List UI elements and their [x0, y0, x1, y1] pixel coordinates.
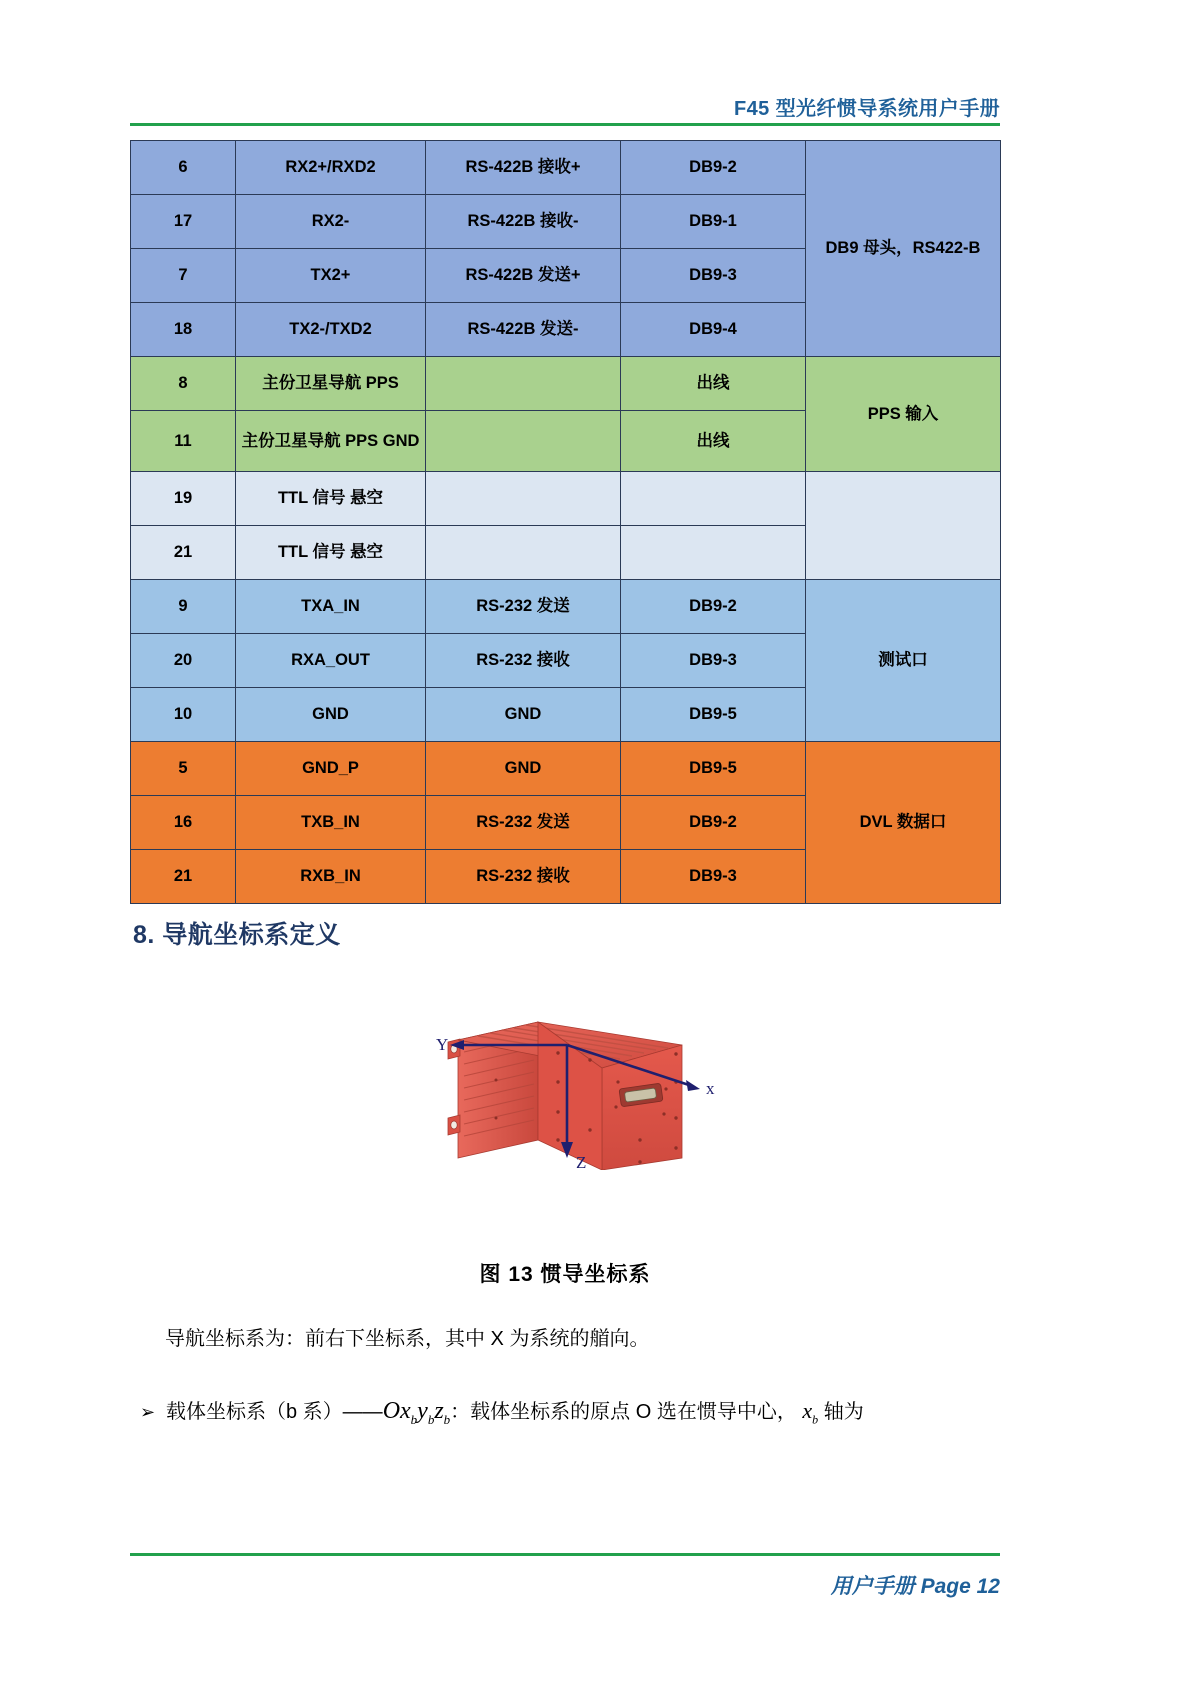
cell-signal: RXA_OUT: [236, 634, 426, 688]
cell-db9: DB9-3: [621, 249, 806, 303]
math-y-base: y: [417, 1398, 428, 1424]
math-xb: [802, 1398, 819, 1427]
cell-pin: 11: [131, 411, 236, 472]
bullet-arrow-icon: ➢: [140, 1402, 156, 1422]
cell-description: RS-232 接收: [426, 850, 621, 904]
cell-db9: DB9-3: [621, 850, 806, 904]
paragraph-nav-frame: 导航坐标系为：前右下坐标系，其中 X 为系统的艏向。: [165, 1328, 650, 1350]
cell-pin: 16: [131, 796, 236, 850]
cell-pin: 10: [131, 688, 236, 742]
table-row: [131, 357, 1001, 411]
cell-description: RS-422B 接收-: [426, 195, 621, 249]
section-heading: 8. 导航坐标系定义: [133, 921, 341, 949]
cell-signal: TXB_IN: [236, 796, 426, 850]
table-row: [131, 141, 1001, 195]
cell-db9: [621, 526, 806, 580]
cell-description: GND: [426, 742, 621, 796]
math-z-base: z: [434, 1398, 444, 1424]
cell-db9: 出线: [621, 411, 806, 472]
cell-description: RS-422B 发送-: [426, 303, 621, 357]
cell-description: RS-232 接收: [426, 634, 621, 688]
math-ox-base: Ox: [382, 1398, 411, 1424]
cell-signal: TX2+: [236, 249, 426, 303]
cell-group: 测试口: [806, 580, 1001, 742]
cell-signal: 主份卫星导航 PPS GND: [236, 411, 426, 472]
cell-db9: 出线: [621, 357, 806, 411]
table-body: [131, 141, 1001, 904]
axis-label-z: Z: [576, 1153, 587, 1170]
page-header: [130, 92, 1000, 121]
cell-description: [426, 472, 621, 526]
cell-db9: DB9-2: [621, 580, 806, 634]
cell-pin: 7: [131, 249, 236, 303]
cell-pin: 20: [131, 634, 236, 688]
cell-description: [426, 357, 621, 411]
cell-db9: DB9-2: [621, 796, 806, 850]
cell-description: RS-422B 接收+: [426, 141, 621, 195]
cell-db9: DB9-1: [621, 195, 806, 249]
cell-signal: TXA_IN: [236, 580, 426, 634]
cell-db9: DB9-4: [621, 303, 806, 357]
cell-signal: RXB_IN: [236, 850, 426, 904]
figure-caption: 图 13 惯导坐标系: [479, 1263, 651, 1286]
cell-description: GND: [426, 688, 621, 742]
paragraph-body-frame: [140, 1392, 1000, 1431]
paragraph-body-frame-text-b: ：载体坐标系的原点 O 选在惯导中心，: [450, 1401, 797, 1423]
axis-label-y: Y: [436, 1035, 449, 1054]
cell-signal: 主份卫星导航 PPS: [236, 357, 426, 411]
footer-rule: [130, 1553, 1000, 1556]
cell-pin: 21: [131, 526, 236, 580]
cell-signal: TTL 信号 悬空: [236, 472, 426, 526]
cell-db9: DB9-5: [621, 742, 806, 796]
cell-description: RS-232 发送: [426, 580, 621, 634]
math-xb-sub: b: [812, 1412, 819, 1427]
cell-signal: RX2-: [236, 195, 426, 249]
cell-signal: GND: [236, 688, 426, 742]
footer-text: 用户手册 Page 12: [830, 1575, 1000, 1598]
header-rule: [130, 123, 1000, 126]
device-illustration: [430, 990, 730, 1170]
cell-db9: DB9-5: [621, 688, 806, 742]
cell-pin: 6: [131, 141, 236, 195]
math-y-sub: b: [427, 1411, 435, 1427]
cell-group: DB9 母头，RS422-B: [806, 141, 1001, 357]
cell-description: RS-232 发送: [426, 796, 621, 850]
math-ox: [382, 1398, 451, 1427]
cell-group: DVL 数据口: [806, 742, 1001, 904]
cell-signal: RX2+/RXD2: [236, 141, 426, 195]
table-row: [131, 742, 1001, 796]
header-title: F45 型光纤惯导系统用户手册: [733, 98, 1000, 120]
cell-pin: 5: [131, 742, 236, 796]
axis-label-x: x: [706, 1079, 715, 1098]
cell-db9: DB9-3: [621, 634, 806, 688]
cell-description: [426, 526, 621, 580]
coordinate-system-figure: [430, 990, 730, 1170]
table-row: [131, 472, 1001, 526]
paragraph-body-frame-text-c: 轴为: [823, 1401, 864, 1423]
cell-description: [426, 411, 621, 472]
cell-pin: 19: [131, 472, 236, 526]
cell-description: RS-422B 发送+: [426, 249, 621, 303]
cell-db9: DB9-2: [621, 141, 806, 195]
cell-pin: 9: [131, 580, 236, 634]
math-xb-base: x: [802, 1398, 813, 1423]
cell-pin: 21: [131, 850, 236, 904]
cell-signal: GND_P: [236, 742, 426, 796]
cell-db9: [621, 472, 806, 526]
cell-pin: 8: [131, 357, 236, 411]
math-ox-sub: b: [410, 1411, 418, 1427]
paragraph-body-frame-text-a: 载体坐标系（b 系）——: [166, 1401, 383, 1423]
table-row: [131, 580, 1001, 634]
cell-pin: 17: [131, 195, 236, 249]
cell-pin: 18: [131, 303, 236, 357]
cell-group: PPS 输入: [806, 357, 1001, 472]
cell-signal: TTL 信号 悬空: [236, 526, 426, 580]
cell-signal: TX2-/TXD2: [236, 303, 426, 357]
pin-assignment-table: [130, 140, 1001, 904]
math-z-sub: b: [443, 1411, 451, 1427]
cell-group: [806, 472, 1001, 580]
